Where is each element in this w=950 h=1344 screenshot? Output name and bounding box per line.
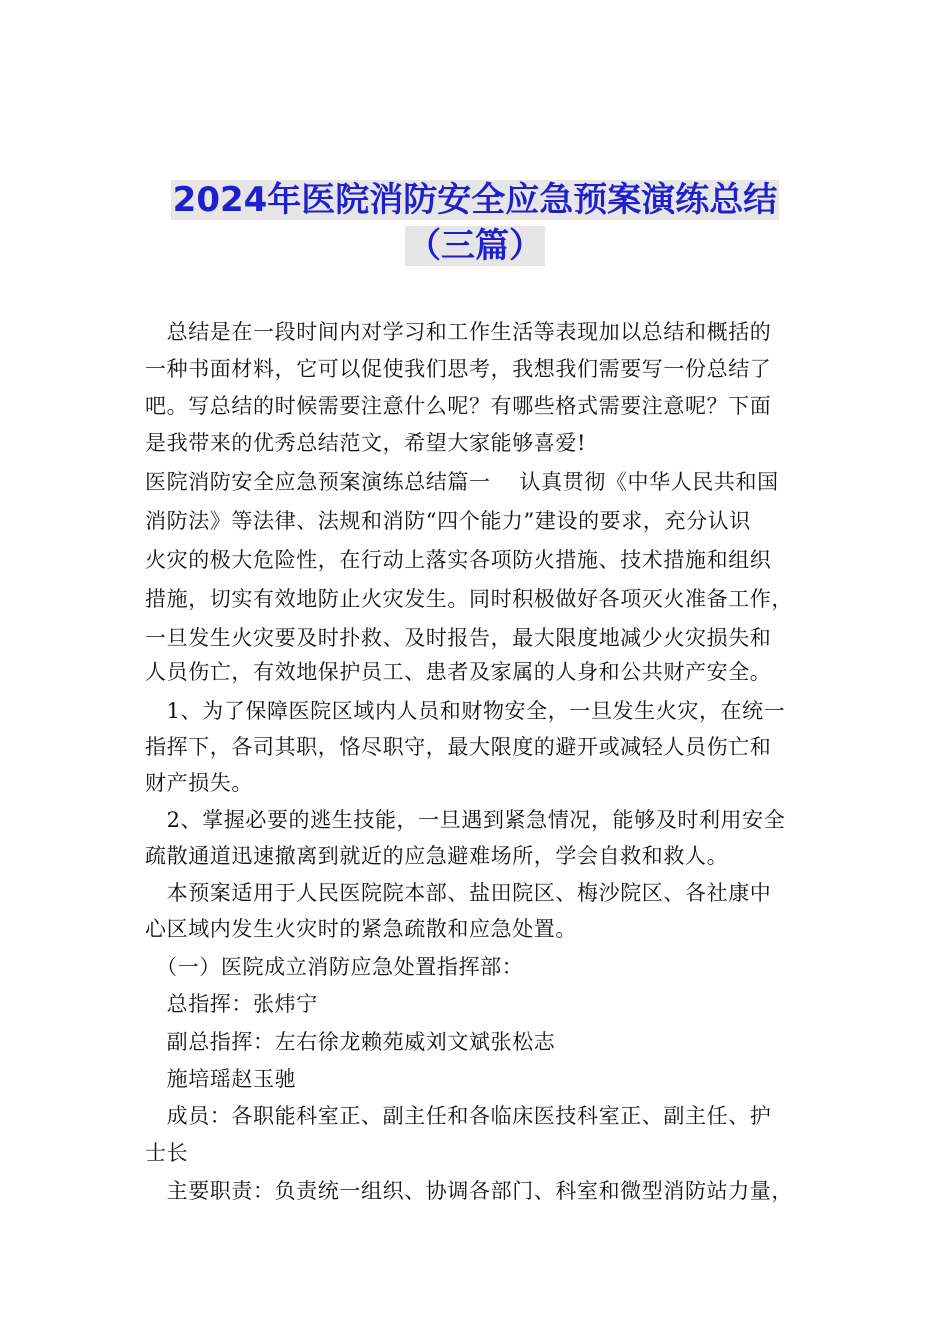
document-title-line-1: 2024年医院消防安全应急预案演练总结	[172, 180, 778, 220]
body-line: 成员：各职能科室正、副主任和各临床医技科室正、副主任、护	[145, 1104, 772, 1128]
body-line: 火灾的极大危险性，在行动上落实各项防火措施、技术措施和组织	[145, 548, 772, 572]
body-line: 指挥下，各司其职，恪尽职守，最大限度的避开或减轻人员伤亡和	[145, 735, 772, 759]
body-line: 一旦发生火灾要及时扑救、及时报告，最大限度地减少火灾损失和	[145, 626, 772, 650]
body-line: 吧。写总结的时候需要注意什么呢？有哪些格式需要注意呢？下面	[145, 394, 772, 418]
body-line: 措施，切实有效地防止火灾发生。同时积极做好各项灭火准备工作，	[145, 587, 793, 611]
body-line: 主要职责：负责统一组织、协调各部门、科室和微型消防站力量，	[145, 1179, 793, 1203]
body-line: 士长	[145, 1141, 189, 1165]
body-line: 1、为了保障医院区域内人员和财物安全，一旦发生火灾，在统一	[145, 699, 786, 723]
body-line: 施培瑶赵玉驰	[145, 1067, 297, 1091]
body-line: （一）医院成立消防应急处置指挥部：	[145, 955, 524, 979]
body-line: 本预案适用于人民医院院本部、盐田院区、梅沙院区、各社康中	[145, 881, 772, 905]
body-line: 副总指挥：左右徐龙赖苑威刘文斌张松志	[145, 1030, 556, 1054]
body-line: 2、掌握必要的逃生技能，一旦遇到紧急情况，能够及时利用安全	[145, 808, 786, 832]
body-line: 总指挥：张炜宁	[145, 992, 318, 1016]
body-line: 是我带来的优秀总结范文，希望大家能够喜爱!	[145, 431, 587, 455]
body-line: 总结是在一段时间内对学习和工作生活等表现加以总结和概括的	[145, 320, 772, 344]
body-line: 心区域内发生火灾时的紧急疏散和应急处置。	[145, 917, 577, 941]
body-line: 疏散通道迅速撤离到就近的应急避难场所，学会自救和救人。	[145, 844, 729, 868]
body-line: 财产损失。	[145, 771, 253, 795]
body-line: 一种书面材料，它可以促使我们思考，我想我们需要写一份总结了	[145, 357, 772, 381]
body-line: 人员伤亡，有效地保护员工、患者及家属的人身和公共财产安全。	[145, 660, 772, 684]
body-line: 消防法》等法律、法规和消防“四个能力”建设的要求，充分认识	[145, 509, 751, 533]
document-title-line-2: （三篇）	[407, 226, 543, 266]
body-line: 医院消防安全应急预案演练总结篇一 认真贯彻《中华人民共和国	[145, 470, 779, 494]
